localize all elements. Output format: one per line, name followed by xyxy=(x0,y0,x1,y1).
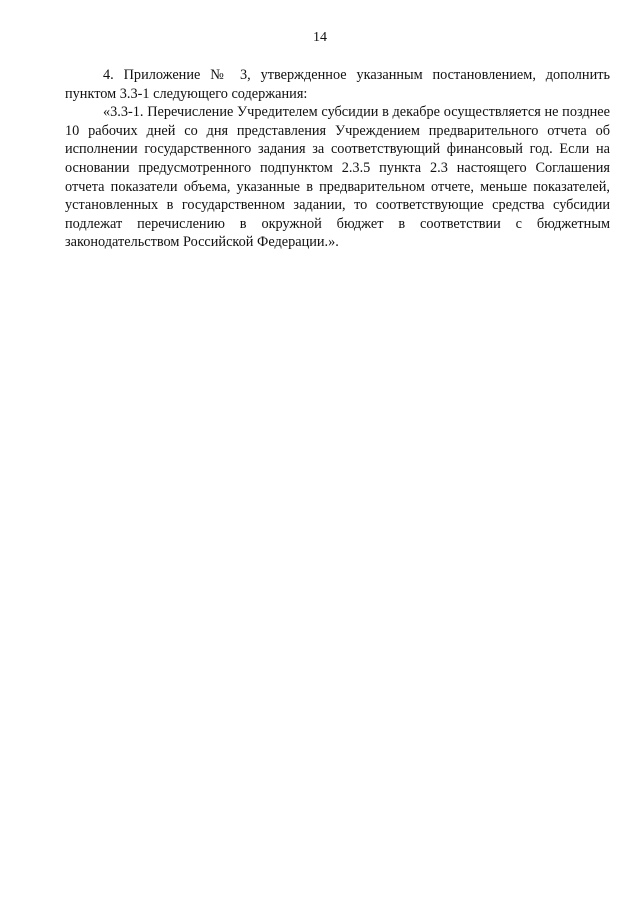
page-number: 14 xyxy=(313,30,327,45)
quoted-clause-paragraph: «3.3-1. Перечисление Учредителем субсидии в декабре осуществляется не позднее 10 рабочих дней со дня представления Учреждением предварительного отчета об исполнении государственного задания за соответствующий финансовый год. Если на основании предусмотренного подпунктом 2.3.5 пункта 2.3 настоящего Соглашения отчета показатели объема, указанные в предварительном отчете, меньше показателей, установленных в государственном задании, то соответствующие средства субсидии подлежат перечислению в окружной бюджет в соответствии с бюджетным законодательством Российской Федерации.». xyxy=(65,104,610,251)
amendment-paragraph: 4. Приложение № 3, утвержденное указанным постановлением, дополнить пунктом 3.3-1 следующего содержания: xyxy=(65,67,610,102)
document-body xyxy=(65,66,610,252)
